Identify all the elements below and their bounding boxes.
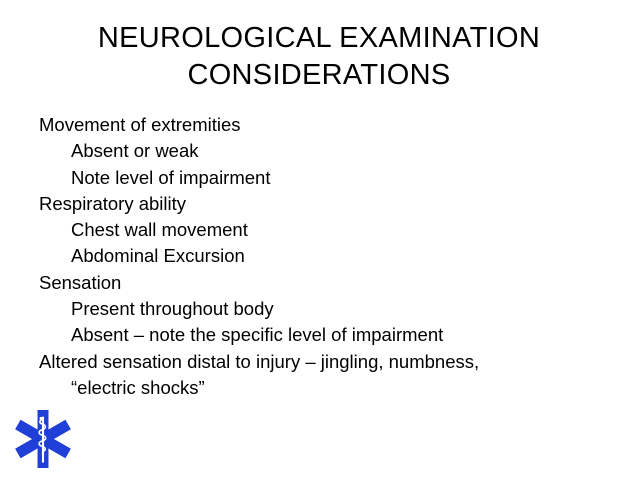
bullet-sensation: Sensation	[39, 271, 122, 293]
star-of-life-icon	[12, 408, 74, 470]
bullet-respiratory-ability: Respiratory ability	[39, 192, 187, 214]
bullet-altered-sensation-continued: “electric shocks”	[71, 376, 205, 398]
sub-bullet-chest-wall: Chest wall movement	[71, 219, 248, 241]
slide-body	[39, 112, 619, 401]
slide-title-line-2: CONSIDERATIONS	[187, 59, 451, 91]
bullet-altered-sensation: Altered sensation distal to injury – jingling, numbness,	[39, 350, 480, 372]
bullet-movement-of-extremities: Movement of extremities	[39, 114, 241, 135]
sub-bullet-present-throughout: Present throughout body	[71, 298, 274, 320]
slide-title	[0, 20, 638, 94]
sub-bullet-absent-specific-level: Absent – note the specific level of impairment	[71, 324, 444, 346]
slide-title-line-1: NEUROLOGICAL EXAMINATION	[97, 22, 541, 54]
sub-bullet-abdominal-excursion: Abdominal Excursion	[71, 245, 245, 267]
sub-bullet-absent-or-weak: Absent or weak	[71, 140, 199, 162]
sub-bullet-note-level: Note level of impairment	[71, 166, 271, 188]
